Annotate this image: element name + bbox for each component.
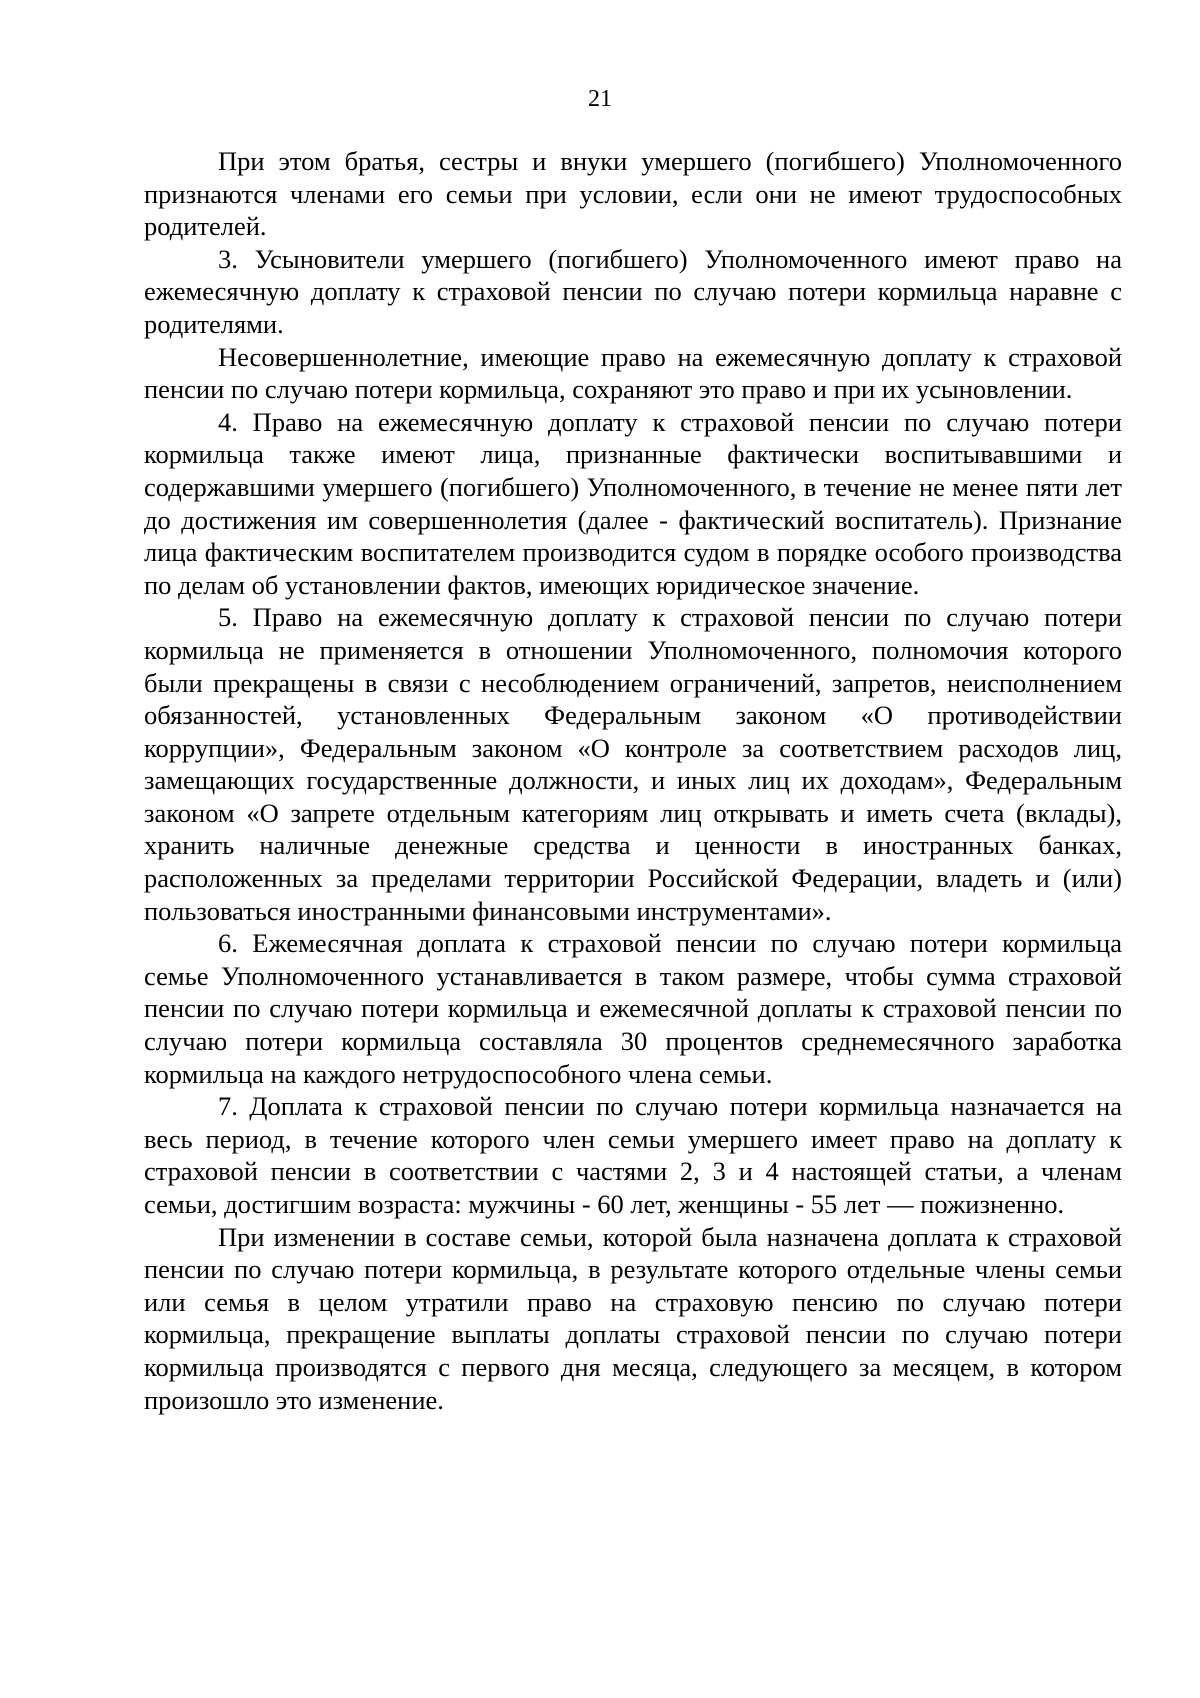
paragraph-clause-6: 6. Ежемесячная доплата к страховой пенсии по случаю потери кормильца семье Уполномоченного устанавливается в таком размере, чтобы сумма страховой пенсии по случаю потери кормильца и ежемесячной доплаты к страховой пенсии по случаю потери кормильца составляла 30 процентов среднемесячного заработка кормильца на каждого нетрудоспособного члена семьи. [144, 928, 1122, 1089]
paragraph-clause-3: 3. Усыновители умершего (погибшего) Уполномоченного имеют право на ежемесячную доплату к страховой пенсии по случаю потери кормильца наравне с родителями. [144, 243, 1122, 339]
page-number: 21 [588, 86, 612, 112]
paragraph-clause-7: 7. Доплата к страховой пенсии по случаю потери кормильца назначается на весь период, в течение которого член семьи умершего имеет право на доплату к страховой пенсии в соответствии с частями 2, 3 и 4 настоящей статьи, а членам семьи, достигшим возраста: мужчины - 60 лет, женщины - 55 лет — пожизненно. [144, 1091, 1122, 1219]
paragraph-family-change: При изменении в составе семьи, которой была назначена доплата к страховой пенсии по случаю потери кормильца, в результате которого отдельные члены семьи или семья в целом утратили право на страховую пенсию по случаю потери кормильца, прекращение выплаты доплаты страховой пенсии по случаю потери кормильца производятся с первого дня месяца, следующего за месяцем, в котором произошло это изменение. [144, 1221, 1122, 1415]
paragraph-minors: Несовершеннолетние, имеющие право на ежемесячную доплату к страховой пенсии по случаю потери кормильца, сохраняют это право и при их усыновлении. [144, 341, 1122, 405]
paragraph-relatives: При этом братья, сестры и внуки умершего (погибшего) Уполномоченного признаются членами его семьи при условии, если они не имеют трудоспособных родителей. [144, 146, 1122, 242]
paragraph-clause-4: 4. Право на ежемесячную доплату к страховой пенсии по случаю потери кормильца также имеют лица, признанные фактически воспитывавшими и содержавшими умершего (погибшего) Уполномоченного, в течение не менее пяти лет до достижения им совершеннолетия (далее - фактический воспитатель). Признание лица фактическим воспитателем производится судом в порядке особого производства по делам об установлении фактов, имеющих юридическое значение. [144, 406, 1122, 600]
paragraph-clause-5: 5. Право на ежемесячную доплату к страховой пенсии по случаю потери кормильца не применяется в отношении Уполномоченного, полномочия которого были прекращены в связи с несоблюдением ограничений, запретов, неисполнением обязанностей, установленных Федеральным законом «О противодействии коррупции», Федеральным законом «О контроле за соответствием расходов лиц, замещающих государственные должности, и иных лиц их доходам», Федеральным законом «О запрете отдельным категориям лиц открывать и иметь счета (вклады), хранить наличные денежные средства и ценности в иностранных банках, расположенных за пределами территории Российской Федерации, владеть и (или) пользоваться иностранными финансовыми инструментами». [144, 602, 1122, 926]
page-body [144, 145, 1122, 1416]
